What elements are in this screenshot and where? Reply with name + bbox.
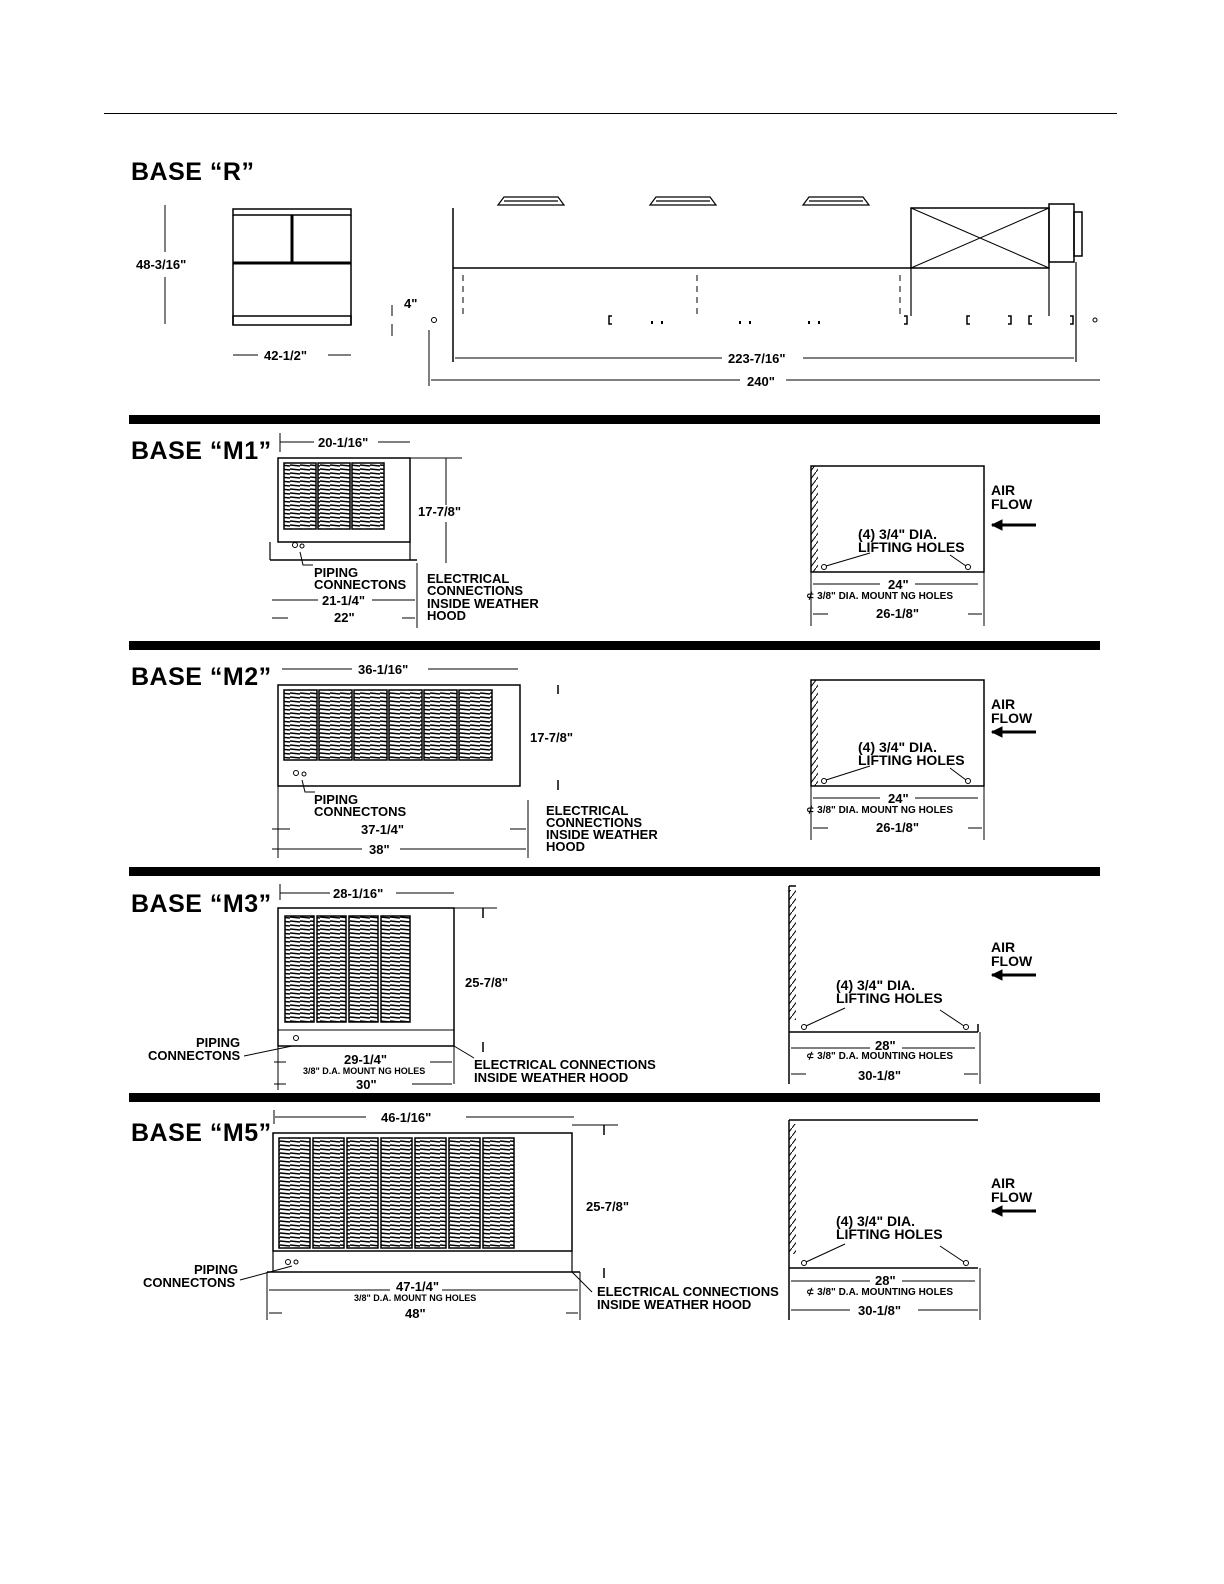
base-m1-side-mount-dim: 24" (888, 577, 909, 592)
base-m5-piping-label-2: CONNECTONS (143, 1275, 236, 1290)
base-m1-air-label: AIR (991, 482, 1016, 498)
base-m5-elec-1: ELECTRICAL CONNECTIONS (597, 1284, 779, 1299)
base-m5-air-label: AIR (991, 1175, 1016, 1191)
base-r-title: BASE “R” (131, 158, 255, 186)
base-m1-flow-label: FLOW (991, 496, 1033, 512)
base-m1-overall-dim: 22" (334, 610, 355, 625)
base-m2-lifting-1: (4) 3/4" DIA. (858, 739, 937, 755)
base-m3-top-dim: 28-1/16" (333, 886, 384, 901)
base-m5-lifting-2: LIFTING HOLES (836, 1226, 943, 1242)
base-m2-elec-4: HOOD (546, 839, 585, 854)
base-m2-air-label: AIR (991, 696, 1016, 712)
base-m5-elec-2: INSIDE WEATHER HOOD (597, 1297, 752, 1312)
base-m3-title: BASE “M3” (131, 890, 272, 918)
base-m3-air-label: AIR (991, 939, 1016, 955)
base-m1-elec-4: HOOD (427, 608, 466, 623)
base-m3-elec-1: ELECTRICAL CONNECTIONS (474, 1057, 656, 1072)
base-m1-elec-2: CONNECTIONS (427, 583, 524, 598)
base-m1-piping-label-2: CONNECTONS (314, 577, 407, 592)
base-m5-flow-label: FLOW (991, 1189, 1033, 1205)
base-m3-overall-dim: 30" (356, 1077, 377, 1092)
base-m2-mount-dim: 37-1/4" (361, 822, 405, 837)
base-m2-side-overall-dim: 26-1/8" (876, 820, 920, 835)
base-m1-elec-3: INSIDE WEATHER (427, 596, 539, 611)
base-m2-piping-label: PIPING (314, 792, 359, 807)
base-m1-title: BASE “M1” (131, 437, 272, 465)
base-r-inner-dim: 223-7/16" (728, 351, 786, 366)
base-m5-piping-label: PIPING (194, 1262, 239, 1277)
base-m3-mount-dim: 29-1/4" (344, 1052, 388, 1067)
base-m3-flow-label: FLOW (991, 953, 1033, 969)
base-m5-side-mount-holes: ⊄ 3/8" D.A. MOUNTING HOLES (806, 1287, 954, 1298)
base-m2-elec-3: INSIDE WEATHER (546, 827, 658, 842)
base-m3-side-mount-holes: ⊄ 3/8" D.A. MOUNTING HOLES (806, 1051, 954, 1062)
base-m3-piping-label-2: CONNECTONS (148, 1048, 241, 1063)
base-m2-front-view (272, 669, 558, 858)
base-m5-mount-dim: 47-1/4" (396, 1279, 440, 1294)
base-r-overall-dim: 240" (747, 374, 775, 389)
base-m5-overall-dim: 48" (405, 1306, 426, 1321)
base-m2-top-dim: 36-1/16" (358, 662, 409, 677)
base-r-height-dim: 48-3/16" (136, 257, 187, 272)
base-m2-lifting-2: LIFTING HOLES (858, 752, 965, 768)
base-m2-piping-label-2: CONNECTONS (314, 804, 407, 819)
base-m5-height-dim: 25-7/8" (586, 1199, 630, 1214)
base-r-width-dim: 42-1/2" (264, 348, 308, 363)
base-m1-mount-holes: ⊄ 3/8" DIA. MOUNT NG HOLES (806, 591, 954, 602)
base-m3-piping-label: PIPING (196, 1035, 241, 1050)
base-m1-piping-label: PIPING (314, 565, 359, 580)
base-m3-mount-holes: 3/8" D.A. MOUNT NG HOLES (303, 1066, 426, 1076)
base-m2-mount-holes: ⊄ 3/8" DIA. MOUNT NG HOLES (806, 805, 954, 816)
base-m2-elec-1: ELECTRICAL (546, 803, 629, 818)
base-m5-side-mount-dim: 28" (875, 1273, 896, 1288)
base-m1-mount-dim: 21-1/4" (322, 593, 366, 608)
base-m3-side-mount-dim: 28" (875, 1038, 896, 1053)
base-m2-side-mount-dim: 24" (888, 791, 909, 806)
base-m2-overall-dim: 38" (369, 842, 390, 857)
base-m1-elec-1: ELECTRICAL (427, 571, 510, 586)
base-m3-height-dim: 25-7/8" (465, 975, 509, 990)
base-m1-lifting-2: LIFTING HOLES (858, 539, 965, 555)
base-m5-title: BASE “M5” (131, 1119, 272, 1147)
base-r-end-view (165, 205, 392, 355)
base-m5-top-dim: 46-1/16" (381, 1110, 432, 1125)
base-m1-top-dim: 20-1/16" (318, 435, 369, 450)
base-m5-lifting-1: (4) 3/4" DIA. (836, 1213, 915, 1229)
base-m1-height-dim: 17-7/8" (418, 504, 462, 519)
base-m3-elec-2: INSIDE WEATHER HOOD (474, 1070, 629, 1085)
base-m2-height-dim: 17-7/8" (530, 730, 574, 745)
base-r-leg-dim: 4" (404, 296, 418, 311)
base-m3-side-overall-dim: 30-1/8" (858, 1068, 902, 1083)
base-m3-lifting-2: LIFTING HOLES (836, 990, 943, 1006)
base-m1-lifting-1: (4) 3/4" DIA. (858, 526, 937, 542)
base-m3-lifting-1: (4) 3/4" DIA. (836, 977, 915, 993)
base-m2-elec-2: CONNECTIONS (546, 815, 643, 830)
base-m1-side-overall-dim: 26-1/8" (876, 606, 920, 621)
base-m2-flow-label: FLOW (991, 710, 1033, 726)
base-m2-title: BASE “M2” (131, 663, 272, 691)
base-m5-side-overall-dim: 30-1/8" (858, 1303, 902, 1318)
base-m5-mount-holes: 3/8" D.A. MOUNT NG HOLES (354, 1293, 477, 1303)
